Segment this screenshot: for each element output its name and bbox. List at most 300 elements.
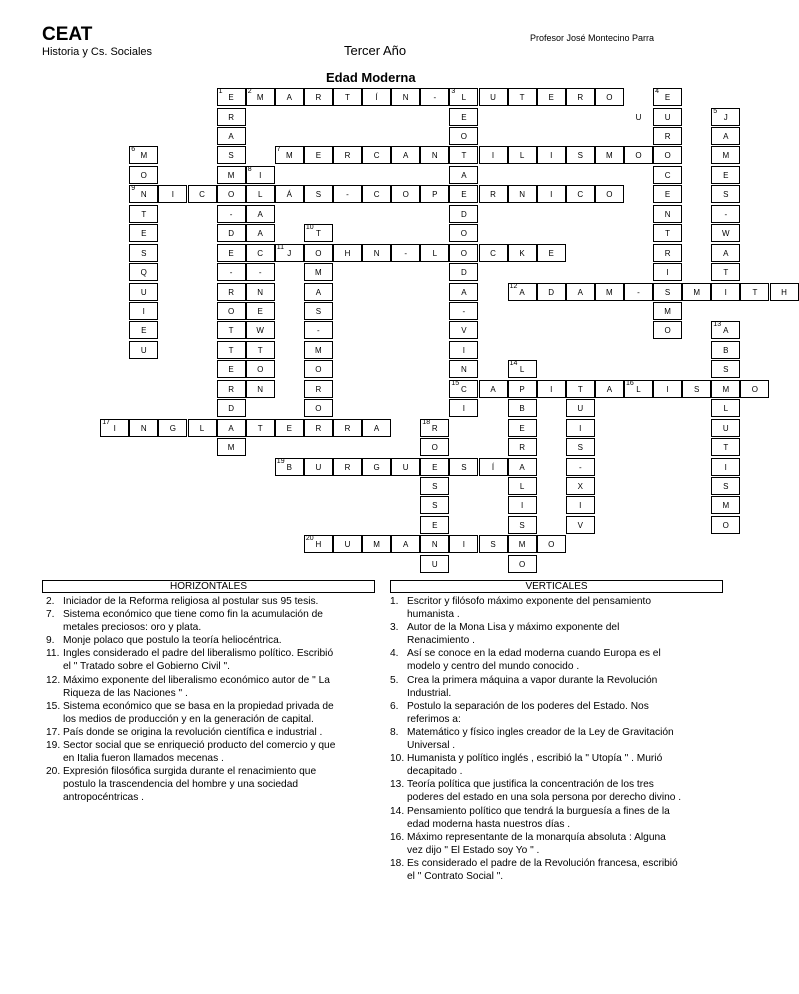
cell-letter: N <box>664 209 671 219</box>
cell-letter: R <box>344 151 351 161</box>
crossword-cell <box>217 224 246 242</box>
cell-letter: O <box>460 248 467 258</box>
cell-letter: E <box>548 248 554 258</box>
clue-item <box>46 739 376 765</box>
cell-letter: T <box>315 229 321 239</box>
clue-item-number: 12. <box>46 674 61 686</box>
cell-letter: R <box>664 131 671 141</box>
crossword-cell <box>449 146 478 164</box>
cell-letter: M <box>606 287 613 297</box>
cell-letter: E <box>461 112 467 122</box>
clue-item-number: 15. <box>46 700 61 712</box>
cell-letter: M <box>373 540 380 550</box>
cell-letter: E <box>664 190 671 200</box>
crossword-cell <box>653 263 682 281</box>
crossword-cell <box>420 438 449 456</box>
clue-item-number: 6. <box>390 700 399 712</box>
crossword-cell <box>217 321 246 339</box>
cell-letter: I <box>666 384 669 394</box>
crossword-cell <box>508 360 537 378</box>
cell-letter: N <box>140 423 147 433</box>
crossword-cell <box>246 302 275 320</box>
cell-letter: E <box>432 462 438 472</box>
cell-letter: O <box>518 559 526 569</box>
crossword-cell <box>304 419 333 437</box>
crossword-cell <box>246 185 275 203</box>
crossword-cell <box>362 88 391 106</box>
cell-letter: D <box>228 404 234 414</box>
clue-item-number: 18. <box>390 857 405 869</box>
crossword-cell <box>711 360 740 378</box>
cell-letter: U <box>140 287 147 297</box>
crossword-cell <box>129 341 158 359</box>
cell-letter: I <box>462 540 465 550</box>
cell-letter: R <box>315 93 322 102</box>
clue-number: 7 <box>276 146 281 154</box>
cell-letter: A <box>228 423 234 433</box>
cell-letter: O <box>751 384 758 394</box>
crossword-cell <box>333 146 362 164</box>
cell-letter: R <box>664 248 671 258</box>
clue-item-text: modelo y centro del mundo conocido . <box>407 661 580 673</box>
cell-letter: O <box>402 190 409 200</box>
cell-letter: M <box>664 306 671 316</box>
crossword-cell <box>711 224 740 242</box>
cell-letter: S <box>432 501 438 511</box>
crossword-cell <box>653 224 682 242</box>
crossword-cell <box>711 127 740 145</box>
teacher-name: Profesor José Montecino Parra <box>530 33 655 43</box>
crossword-cell <box>129 166 158 184</box>
crossword-cell <box>537 380 566 398</box>
crossword-cell <box>391 146 420 164</box>
crossword-cell <box>449 224 478 242</box>
clue-number: 9 <box>131 185 136 193</box>
cell-letter: I <box>579 423 582 433</box>
crossword-cell <box>653 185 682 203</box>
crossword-cell <box>653 166 682 184</box>
crossword-cell <box>304 399 333 417</box>
cell-letter: A <box>519 462 525 472</box>
clue-item-text: Máximo representante de la monarquía absoluta : Alguna <box>407 831 666 843</box>
cell-letter: U <box>577 404 584 414</box>
clue-item-text: Pensamiento político que tendrá la burguesía a fines de la <box>407 805 670 817</box>
crossword-cell <box>246 380 275 398</box>
crossword-cell <box>420 244 449 262</box>
cell-letter: V <box>461 326 467 336</box>
crossword-cell <box>100 419 129 437</box>
cell-letter: D <box>461 268 467 277</box>
cell-letter: - <box>724 209 728 219</box>
crossword-cell <box>508 283 537 301</box>
clue-item-text: Industrial. <box>407 687 452 699</box>
cell-letter: N <box>140 190 147 200</box>
clue-item-text: Sistema económico que se basa en la propiedad privada de <box>63 700 334 712</box>
crossword-cell <box>420 419 449 437</box>
crossword-cell <box>217 108 246 126</box>
clue-item-text: Crea la primera máquina a vapor durante la Revolución <box>407 674 658 686</box>
cell-letter: E <box>315 151 322 161</box>
cell-letter: M <box>722 501 730 511</box>
cell-letter: E <box>461 190 467 200</box>
clue-item <box>390 726 724 752</box>
clue-item-text: referimos a: <box>407 713 461 725</box>
crossword-cell <box>304 263 333 281</box>
clue-number: 15 <box>451 379 460 387</box>
crossword-cell <box>217 88 246 106</box>
crossword-cell <box>508 438 537 456</box>
crossword-cell <box>391 458 420 476</box>
crossword-cell <box>595 283 624 301</box>
clue-item-text: Máximo exponente del liberalismo económico autor de " La <box>63 674 330 686</box>
clue-number: 18 <box>422 418 431 426</box>
crossword-cell <box>624 283 653 301</box>
clue-item <box>390 805 724 831</box>
clue-item <box>46 647 376 673</box>
crossword-cell <box>362 419 391 437</box>
cell-letter: T <box>519 93 525 102</box>
crossword-cell <box>304 458 333 476</box>
clue-item <box>46 674 376 700</box>
clue-item-number: 4. <box>390 648 399 660</box>
clue-item-text: Es considerado el padre de la Revolución francesa, escribió <box>407 857 678 869</box>
clue-item-number: 10. <box>390 753 405 765</box>
cell-letter: O <box>664 326 671 336</box>
crossword-cell <box>566 496 595 514</box>
clue-item-text: Expresión filosófica surgida durante el renacimiento que <box>63 766 317 778</box>
cell-letter: A <box>577 287 583 297</box>
cell-letter: - <box>433 93 437 102</box>
clue-item-number: 16. <box>390 831 405 843</box>
clue-item <box>46 608 376 634</box>
clue-item-text: Universal . <box>407 740 456 752</box>
crossword-cell <box>217 205 246 223</box>
clue-item <box>390 831 724 857</box>
crossword-cell <box>537 535 566 553</box>
crossword-cell <box>420 496 449 514</box>
cell-letter: T <box>577 384 583 394</box>
crossword-cell <box>508 380 537 398</box>
clue-item-text: Renacimiento . <box>407 635 475 647</box>
cell-letter: C <box>577 190 584 200</box>
cell-letter: - <box>346 190 349 200</box>
crossword-cell <box>420 146 449 164</box>
crossword-cell <box>246 224 275 242</box>
cell-letter: R <box>315 423 322 433</box>
cell-letter: O <box>635 151 642 161</box>
crossword-cell <box>333 535 362 553</box>
crossword-cell <box>449 166 478 184</box>
cell-letter: A <box>286 93 292 102</box>
crossword-cell <box>653 283 682 301</box>
clue-item-number: 8. <box>390 726 399 738</box>
crossword-cell <box>711 185 740 203</box>
crossword-cell <box>537 244 566 262</box>
cell-letter: I <box>579 501 582 511</box>
clue-item-text: País donde se origina la revolución científica e industrial . <box>63 726 323 738</box>
cell-letter: N <box>431 540 438 550</box>
clue-number: 3 <box>451 88 456 95</box>
cell-letter: S <box>432 482 438 491</box>
cell-letter: U <box>140 345 147 355</box>
cell-letter: A <box>723 248 729 258</box>
cell-letter: K <box>519 248 525 258</box>
crossword-cell <box>711 496 740 514</box>
crossword-cell <box>653 302 682 320</box>
crossword-cell <box>449 458 478 476</box>
cell-letter: O <box>722 520 729 530</box>
clue-item-number: 14. <box>390 805 405 817</box>
crossword-cell <box>304 224 333 242</box>
cell-letter: E <box>286 423 292 433</box>
cell-letter: - <box>317 326 320 336</box>
crossword-cell <box>304 88 333 106</box>
clue-number: 20 <box>305 535 314 543</box>
clue-item <box>46 765 376 804</box>
cell-letter: E <box>228 93 234 102</box>
crossword-cell <box>420 185 449 203</box>
cell-letter: L <box>199 423 205 433</box>
horizontal-clues-list <box>46 595 376 805</box>
cell-letter: X <box>577 482 583 491</box>
cell-letter: A <box>461 287 467 297</box>
clue-item-number: 17. <box>46 726 61 738</box>
crossword-cell <box>595 146 624 164</box>
cell-letter: A <box>519 287 525 297</box>
crossword-cell <box>333 185 362 203</box>
clue-number: 11 <box>276 243 285 251</box>
crossword-cell <box>275 185 304 203</box>
crossword-cell <box>246 283 275 301</box>
crossword-cell <box>566 146 595 164</box>
crossword-cell <box>566 185 595 203</box>
clue-number: 1 <box>218 88 223 95</box>
cell-letter: E <box>257 306 263 316</box>
clue-item <box>390 752 724 778</box>
crossword-cell <box>479 535 508 553</box>
crossword-cell <box>711 166 740 184</box>
cell-letter: R <box>490 190 496 200</box>
crossword-cell <box>217 263 246 281</box>
crossword-cell <box>275 244 304 262</box>
clue-item-number: 7. <box>46 609 55 621</box>
crossword-cell <box>129 224 158 242</box>
clue-item-text: el " Contrato Social ". <box>407 870 504 882</box>
cell-letter: S <box>315 190 322 200</box>
cell-letter: J <box>723 112 728 122</box>
crossword-cell <box>624 380 653 398</box>
cell-letter: T <box>228 345 234 355</box>
crossword-cell <box>479 185 508 203</box>
crossword-cell <box>304 185 333 203</box>
cell-letter: N <box>257 287 264 297</box>
clue-number: 14 <box>509 360 518 368</box>
cell-letter: O <box>140 170 147 180</box>
cell-letter: U <box>402 462 409 472</box>
clue-item-text: Matemático y físico ingles creador de la Ley de Gravitación <box>407 726 674 738</box>
crossword-cell <box>158 419 187 437</box>
clue-item-number: 1. <box>390 596 399 607</box>
crossword-cell <box>566 419 595 437</box>
clue-item <box>390 778 724 804</box>
crossword-cell <box>420 458 449 476</box>
crossword-cell <box>304 341 333 359</box>
cell-letter: E <box>141 229 147 239</box>
crossword-cell <box>246 88 275 106</box>
crossword-cell <box>158 185 187 203</box>
clue-item-text: Sistema económico que tiene como fin la acumulación de <box>63 609 323 621</box>
cell-letter: O <box>664 151 671 161</box>
cell-letter: M <box>315 345 322 355</box>
crossword-cell <box>508 535 537 553</box>
cell-letter: M <box>227 443 235 453</box>
cell-letter: Í <box>375 93 378 102</box>
cell-letter: L <box>432 248 438 258</box>
crossword-cell <box>711 399 740 417</box>
crossword-cell <box>129 205 158 223</box>
crossword-cell <box>653 127 682 145</box>
cell-letter: L <box>461 93 467 102</box>
crossword-cell <box>479 458 508 476</box>
crossword-cell <box>740 380 769 398</box>
clue-item-number: 19. <box>46 740 61 752</box>
cell-letter: B <box>286 462 292 472</box>
cell-letter: I <box>171 190 174 200</box>
crossword-cell <box>449 108 478 126</box>
crossword-cell <box>740 283 769 301</box>
crossword-cell <box>595 185 624 203</box>
cell-letter: - <box>578 462 582 472</box>
crossword-cell <box>449 88 478 106</box>
crossword-cell <box>217 244 246 262</box>
crossword-cell <box>479 380 508 398</box>
cell-letter: Q <box>140 268 147 277</box>
clue-item <box>46 726 376 739</box>
cell-letter: H <box>315 540 322 550</box>
crossword-cell <box>711 458 740 476</box>
cell-letter: T <box>141 209 147 219</box>
cell-letter: L <box>519 365 525 375</box>
cell-letter: I <box>259 170 262 180</box>
crossword-cell <box>653 88 682 106</box>
cell-letter: D <box>461 209 467 219</box>
clue-item-number: 3. <box>390 622 399 634</box>
cell-letter: R <box>228 287 234 297</box>
cell-letter: O <box>315 404 322 414</box>
cell-letter: T <box>257 345 263 355</box>
crossword-cell <box>508 555 537 573</box>
crossword-cell <box>217 283 246 301</box>
cell-letter: R <box>344 462 351 472</box>
cell-letter: S <box>315 306 322 316</box>
grade-label: Tercer Año <box>344 43 407 58</box>
cell-letter: S <box>461 462 467 472</box>
clue-item-text: Iniciador de la Reforma religiosa al postular sus 95 tesis. <box>63 596 319 607</box>
clue-number: 5 <box>713 107 718 115</box>
crossword-cell <box>566 458 595 476</box>
crossword-cell <box>624 108 653 126</box>
cell-letter: A <box>315 287 322 297</box>
crossword-cell <box>449 185 478 203</box>
clue-item-text: Ingles considerado el padre del liberalismo político. Escribió <box>63 648 334 660</box>
crossword-cell <box>333 88 362 106</box>
crossword-cell <box>333 419 362 437</box>
clue-number: 19 <box>276 457 285 465</box>
crossword-cell <box>770 283 799 301</box>
crossword-cell <box>362 535 391 553</box>
cell-letter: O <box>606 93 613 102</box>
cell-letter: A <box>606 384 613 394</box>
crossword-cell <box>711 438 740 456</box>
cell-letter: M <box>227 170 235 180</box>
crossword-cell <box>304 244 333 262</box>
cell-letter: C <box>490 248 496 258</box>
cell-letter: C <box>373 151 380 161</box>
crossword-cell <box>391 185 420 203</box>
cell-letter: J <box>287 248 292 258</box>
crossword-cell <box>217 419 246 437</box>
cell-letter: A <box>723 131 729 141</box>
crossword-cell <box>449 321 478 339</box>
crossword-cell <box>449 205 478 223</box>
crossword-cell <box>508 146 537 164</box>
clue-item <box>390 674 724 700</box>
crossword-cell <box>711 477 740 495</box>
cell-letter: I <box>142 306 145 316</box>
cell-letter: H <box>781 287 787 297</box>
vertical-clues-heading: VERTICALES <box>390 580 723 593</box>
cell-letter: - <box>462 306 466 316</box>
cell-letter: L <box>723 404 729 414</box>
cell-letter: S <box>723 482 729 491</box>
crossword-cell <box>217 360 246 378</box>
cell-letter: T <box>228 326 234 336</box>
crossword-cell <box>711 341 740 359</box>
cell-letter: U <box>635 112 642 122</box>
crossword-cell <box>217 146 246 164</box>
cell-letter: S <box>723 365 729 375</box>
cell-letter: A <box>257 229 263 239</box>
cell-letter: W <box>256 326 264 336</box>
cell-letter: R <box>344 423 351 433</box>
clue-item <box>46 595 376 608</box>
cell-letter: O <box>227 190 235 200</box>
cell-letter: G <box>373 462 380 472</box>
clue-number: 10 <box>305 224 314 232</box>
crossword-cell <box>711 283 740 301</box>
clue-item-text: en Italia fueron llamados mecenas . <box>63 753 224 765</box>
crossword-cell <box>479 88 508 106</box>
crossword-cell <box>129 419 158 437</box>
crossword-cell <box>217 341 246 359</box>
cell-letter: L <box>636 384 641 394</box>
crossword-cell <box>624 146 653 164</box>
cell-letter: S <box>490 540 496 550</box>
horizontal-clues-heading: HORIZONTALES <box>42 580 375 593</box>
crossword-cell <box>449 263 478 281</box>
crossword-cell <box>566 477 595 495</box>
cell-letter: E <box>548 93 554 102</box>
crossword-cell <box>449 127 478 145</box>
cell-letter: D <box>228 229 234 239</box>
cell-letter: R <box>519 443 525 453</box>
clue-number: 17 <box>102 418 110 426</box>
crossword-cell <box>711 108 740 126</box>
cell-letter: M <box>722 384 730 394</box>
crossword-cell <box>217 166 246 184</box>
cell-letter: L <box>257 190 263 200</box>
clue-item-text: Humanista y político inglés , escribió la " Utopía " . Murió <box>407 753 663 765</box>
